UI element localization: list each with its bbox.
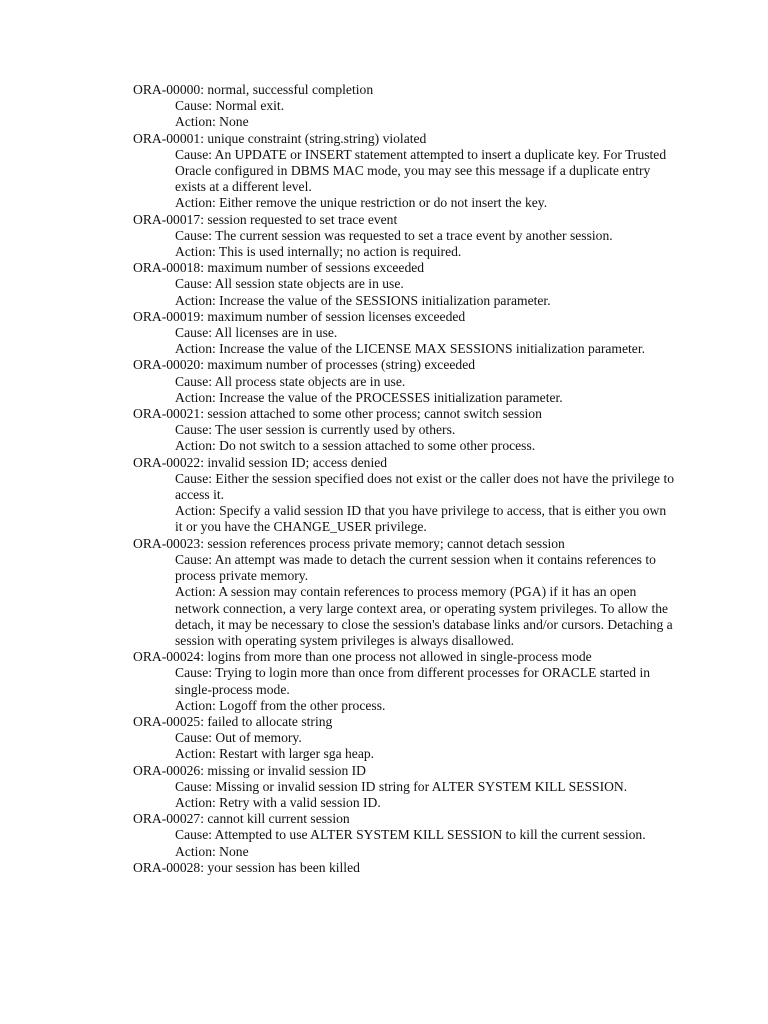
error-heading: ORA-00017: session requested to set trace event: [133, 211, 398, 227]
error-entry-ora-00019: [133, 309, 693, 358]
error-heading: ORA-00027: cannot kill current session: [133, 811, 350, 827]
error-heading: ORA-00025: failed to allocate string: [133, 713, 333, 729]
error-message-list: [133, 82, 693, 876]
error-entry-ora-00026: [133, 763, 693, 812]
error-heading: ORA-00021: session attached to some other process; cannot switch session: [133, 406, 542, 422]
error-action: Action: A session may contain references to process memory (PGA) if it has an open network connection, a very large context area, or operating system privileges. To allow the detach, it may be necessary to close the session's database links and/or cursors. Detaching a session with operating system privileges is always disallowed.: [175, 584, 673, 648]
error-entry-ora-00018: [133, 260, 693, 309]
error-action: Action: Specify a valid session ID that you have privilege to access, that is either you own it or you have the CHANGE_USER privilege.: [175, 503, 667, 535]
error-action: Action: Retry with a valid session ID.: [175, 794, 381, 810]
error-action: Action: None: [175, 114, 249, 130]
error-cause: Cause: Out of memory.: [175, 730, 302, 746]
error-heading: ORA-00026: missing or invalid session ID: [133, 762, 366, 778]
error-cause: Cause: Normal exit.: [175, 98, 285, 114]
error-action: Action: None: [175, 843, 249, 859]
error-entry-ora-00027: [133, 811, 693, 860]
error-heading: ORA-00020: maximum number of processes (string) exceeded: [133, 357, 476, 373]
error-entry-ora-00022: [133, 455, 693, 536]
error-entry-ora-00020: [133, 357, 693, 406]
error-heading: ORA-00001: unique constraint (string.string) violated: [133, 130, 427, 146]
error-action: Action: Increase the value of the PROCESSES initialization parameter.: [175, 389, 563, 405]
error-cause: Cause: All licenses are in use.: [175, 325, 338, 341]
error-action: Action: Restart with larger sga heap.: [175, 746, 375, 762]
error-entry-ora-00025: [133, 714, 693, 763]
error-cause: Cause: Missing or invalid session ID string for ALTER SYSTEM KILL SESSION.: [175, 778, 628, 794]
error-cause: Cause: All process state objects are in use.: [175, 373, 406, 389]
error-heading: ORA-00019: maximum number of session licenses exceeded: [133, 308, 466, 324]
error-cause: Cause: All session state objects are in use.: [175, 276, 404, 292]
error-heading: ORA-00000: normal, successful completion: [133, 82, 374, 97]
error-cause: Cause: An UPDATE or INSERT statement attempted to insert a duplicate key. For Trusted Oracle configured in DBMS MAC mode, you may see this message if a duplicate entry exists at a different level.: [175, 146, 667, 195]
error-entry-ora-00028: [133, 860, 693, 876]
error-heading: ORA-00018: maximum number of sessions exceeded: [133, 260, 425, 276]
error-action: Action: Do not switch to a session attached to some other process.: [175, 438, 536, 454]
error-cause: Cause: Either the session specified does not exist or the caller does not have the privilege to access it.: [175, 470, 675, 503]
error-entry-ora-00001: [133, 131, 693, 212]
error-heading: ORA-00022: invalid session ID; access denied: [133, 454, 388, 470]
error-cause: Cause: Trying to login more than once from different processes for ORACLE started in single-process mode.: [175, 665, 651, 697]
error-cause: Cause: An attempt was made to detach the current session when it contains references to process private memory.: [175, 551, 656, 584]
error-action: Action: This is used internally; no action is required.: [175, 244, 462, 260]
error-entry-ora-00023: [133, 536, 693, 649]
error-cause: Cause: Attempted to use ALTER SYSTEM KILL SESSION to kill the current session.: [175, 827, 646, 843]
error-heading: ORA-00028: your session has been killed: [133, 859, 360, 875]
error-heading: ORA-00023: session references process private memory; cannot detach session: [133, 535, 565, 551]
error-action: Action: Logoff from the other process.: [175, 697, 386, 713]
error-cause: Cause: The user session is currently used by others.: [175, 422, 456, 438]
error-action: Action: Either remove the unique restriction or do not insert the key.: [175, 195, 548, 211]
error-heading: ORA-00024: logins from more than one process not allowed in single-process mode: [133, 649, 592, 665]
error-entry-ora-00017: [133, 212, 693, 261]
error-action: Action: Increase the value of the LICENSE MAX SESSIONS initialization parameter.: [175, 341, 646, 357]
error-cause: Cause: The current session was requested to set a trace event by another session.: [175, 227, 613, 243]
error-action: Action: Increase the value of the SESSIONS initialization parameter.: [175, 292, 551, 308]
error-entry-ora-00000: [133, 82, 693, 131]
error-entry-ora-00021: [133, 406, 693, 455]
error-entry-ora-00024: [133, 649, 693, 714]
